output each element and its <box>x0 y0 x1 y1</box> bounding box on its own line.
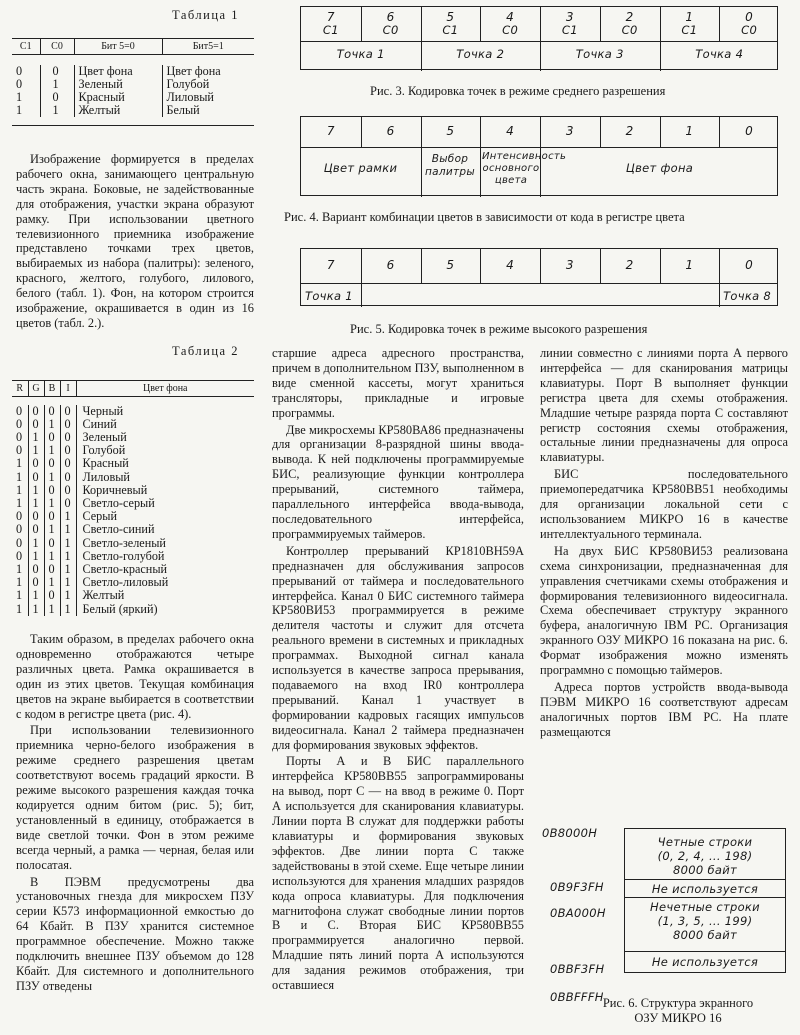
fig6-address: 0BBFFFH <box>550 990 604 1004</box>
table1-header: Бит5=1 <box>162 39 254 55</box>
table-row: 1 0 1 1 Светло-лиловый <box>12 576 254 589</box>
bit-label: C1 <box>322 23 339 37</box>
table2-title: Таблица 2 <box>172 344 239 358</box>
bit-label: C1 <box>442 23 459 37</box>
paragraph: Контроллер прерываний КР1810ВН59А предназначен для обслуживания запросов прерываний от таймера и последовательного интерфейса. Канал 0 БИС системного таймера КР580ВИ53 программируется в режиме делителя частоты и служит для отсчета реального времени в системных и прикладных программах. Выходной сигнал канала используется в качестве запроса прерывания, подаваемого на вход IR0 контроллера прерываний. Канал 1 участвует в формировании кадровых гасящих импульсов видеосигнала. Канал 2 таймера предназначен для формирования звуковых эффектов. <box>272 543 524 752</box>
fig5-first-point: Точка 1 <box>305 289 353 303</box>
bit-number: 6 <box>386 124 395 138</box>
fig6-memory-map <box>624 828 786 952</box>
bit-label: C1 <box>561 23 578 37</box>
right-column <box>540 346 788 742</box>
left-paragraphs-bottom <box>16 632 254 996</box>
table1-header: Бит 5=0 <box>74 39 162 55</box>
bit-number: 6 <box>386 10 395 24</box>
fig6-caption: Рис. 6. Структура экранного ОЗУ МИКРО 16 <box>602 996 754 1025</box>
table-row: 0 1 1 1 Светло-голубой <box>12 550 254 563</box>
fig6-unused: Не используется <box>651 955 759 969</box>
bit-number: 5 <box>446 124 455 138</box>
table-row: 1 1 1 1 Белый (яркий) <box>12 603 254 616</box>
fig6-odd-title: Нечетные строки <box>650 900 760 914</box>
paragraph: линии совместно с линиями порта А первого интерфейса — для сканирования матрицы клавиатуры. Порт В выполняет функции регистра цвета для схемы отображения. Младшие четыре разряда порта С составляют регистр состояния схемы отображения, остальные линии предназначены для опроса клавиатуры. <box>540 346 788 465</box>
bit-number: 0 <box>745 258 754 272</box>
bit-number: 7 <box>326 258 335 272</box>
table-row: 1 1 Желтый Белый <box>12 104 254 117</box>
bit-number: 3 <box>565 10 574 24</box>
table-row: 1 0 0 1 Светло-красный <box>12 563 254 576</box>
bit-number: 3 <box>565 258 574 272</box>
bit-number: 4 <box>506 10 515 24</box>
fig6-even-size: 8000 байт <box>673 863 737 877</box>
point-label: Точка 1 <box>336 47 385 61</box>
bit-number: 1 <box>685 258 694 272</box>
table-row: 0 0 1 0 Синий <box>12 418 254 431</box>
fig6-odd-range: (1, 3, 5, ... 199) <box>657 914 753 928</box>
fig6-address: 0BBF3FH <box>550 962 605 976</box>
point-label: Точка 3 <box>575 47 624 61</box>
table1-header: C1 <box>12 39 40 55</box>
fig4-bg-color: Цвет фона <box>625 161 694 175</box>
paragraph: Две микросхемы КР580ВА86 предназначены для организации 8-разрядной шины ввода-вывода. К ней подключены программируемые БИС, реализующие функции контроллера прерываний, системного таймера, параллельного интерфейса ввода-вывода, последовательного интерфейса, программируемых таймеров. <box>272 422 524 541</box>
table-row: 1 0 0 0 Красный <box>12 457 254 470</box>
bit-number: 1 <box>685 124 694 138</box>
paragraph: Таким образом, в пределах рабочего окна одновременно отображаются четыре различных цвета. Рамка окрашивается в один из этих цветов. Текущая комбинация цветов на экране выбирается в соответствии с кодом в регистре цвета (рис. 4). <box>16 632 254 721</box>
fig5-last-point: Точка 8 <box>723 289 771 303</box>
table-row: 0 0 0 0 Черный <box>12 405 254 418</box>
table-row: 0 0 1 1 Светло-синий <box>12 523 254 536</box>
table1-title: Таблица 1 <box>172 8 239 22</box>
bit-number: 2 <box>625 258 634 272</box>
bit-number: 4 <box>506 124 515 138</box>
fig6-even-title: Четные строки <box>657 835 753 849</box>
bit-number: 4 <box>506 258 515 272</box>
table-row: 1 0 Красный Лиловый <box>12 91 254 104</box>
table2: R G B I Цвет фона 0 0 0 0 Черный 0 0 1 0 Синий 0 1 0 0 Зеленый 0 1 1 0 Голубой 1 0 0 0 Красный 1 0 1 0 Лиловый 1 1 0 0 Коричневый 1 1 1 0 Светло-серый 0 0 0 1 Серый 0 0 1 1 Светло-синий 0 1 0 1 Светло-зеленый 0 1 1 1 Светло-голубой 1 0 0 1 Светло-красный 1 0 1 1 Светло-лиловый 1 1 0 1 Желтый 1 1 1 1 Белый (яркий) <box>12 380 254 616</box>
bit-number: 6 <box>386 258 395 272</box>
point-label: Точка 2 <box>456 47 505 61</box>
fig3-diagram <box>300 6 778 70</box>
bit-number: 7 <box>326 10 335 24</box>
fig3-caption: Рис. 3. Кодировка точек в режиме среднего разрешения <box>370 84 666 98</box>
table-row: 1 0 1 0 Лиловый <box>12 471 254 484</box>
fig6-address: 0BA000H <box>550 906 606 920</box>
paragraph: В ПЭВМ предусмотрены два установочных гнезда для микросхем ПЗУ серии К573 информационной емкостью до 64 Кбайт. В ПЗУ хранится системное программное обеспечение. Можно также подключить внешнее ПЗУ объемом до 128 Кбайт. Для системного и дополнительного ПЗУ отведены <box>16 874 254 993</box>
bit-number: 2 <box>625 124 634 138</box>
paragraph: старшие адреса адресного пространства, причем в дополнительном ПЗУ, выполненном в виде сменной кассеты, могут храниться трансляторы, прикладные и игровые программы. <box>272 346 524 420</box>
bit-number: 5 <box>446 10 455 24</box>
table1-header: C0 <box>40 39 74 55</box>
bit-number: 7 <box>326 124 335 138</box>
table-row: 0 1 0 1 Светло-зеленый <box>12 537 254 550</box>
fig4-diagram <box>300 116 778 196</box>
fig4-palette: Выбор палитры <box>424 153 475 178</box>
paragraph: При использовании телевизионного приемника черно-белого изображения в режиме среднего разрешения цветам соответствуют восемь градаций яркости. В режиме высокого разрешения каждая точка кодируется одним битом (рис. 5); бит, установленный в единицу, отображается в виде светлой точки. Фон в этом режиме всегда черный, а рамка — черная, белая или полосатая. <box>16 723 254 872</box>
bit-label: C1 <box>681 23 698 37</box>
fig5-caption: Рис. 5. Кодировка точек в режиме высокого разрешения <box>350 322 648 336</box>
table-row: 1 1 0 0 Коричневый <box>12 484 254 497</box>
table-row: 1 1 1 0 Светло-серый <box>12 497 254 510</box>
bit-number: 0 <box>745 124 754 138</box>
point-label: Точка 4 <box>695 47 744 61</box>
paragraph: На двух БИС КР580ВИ53 реализована схема синхронизации, предназначенная для управления счетчиками схемы отображения и формирования телевизионного видеосигнала. Схема обеспечивает структуру экранного буфера, аналогичную IBM PC. Организация экранного ОЗУ МИКРО 16 показана на рис. 6. Формат изображения можно изменять программно с помощью таймеров. <box>540 543 788 678</box>
fig6-address: 0B9F3FH <box>550 880 604 894</box>
fig6-unused-block <box>624 951 786 973</box>
fig4-intensity: Интенсивность основного цвета <box>482 151 567 186</box>
table-row: 0 0 0 1 Серый <box>12 510 254 523</box>
fig4-caption: Рис. 4. Вариант комбинации цветов в зависимости от кода в регистре цвета <box>284 210 685 224</box>
bit-number: 0 <box>745 10 754 24</box>
table1 <box>12 38 254 126</box>
paragraph: Адреса портов устройств ввода-вывода ПЭВМ МИКРО 16 соответствуют адресам аналогичных портов IBM PC. На плате размещаются <box>540 679 788 739</box>
fig6-unused: Не используется <box>651 882 759 896</box>
left-paragraph-1: Изображение формируется в пределах рабочего окна, занимающего центральную часть экрана. Боковые, не задействованные для отображения, участки экрана образуют рамку. При использовании цветного телевизионного приемника изображение представлено точками трех цветов, выбираемых из набора (палитры): зеленого, красного, желтого, голубого, лилового, белого (табл. 1). Фон, на котором строится изображение, окрашивается в один из 16 цветов (табл. 2.). <box>16 152 254 330</box>
table-row: 1 1 0 1 Желтый <box>12 589 254 602</box>
fig6-odd-size: 8000 байт <box>673 928 737 942</box>
bit-number: 1 <box>685 10 694 24</box>
bit-number: 2 <box>625 10 634 24</box>
table-row: 0 0 Цвет фона Цвет фона <box>12 65 254 78</box>
middle-column <box>272 346 524 995</box>
fig4-border-color: Цвет рамки <box>323 161 398 175</box>
paragraph: Порты А и В БИС параллельного интерфейса КР580ВВ55 запрограммированы на вывод, порт С — на ввод в режиме 0. Порт А используется для сканирования клавиатуры. Линии порта В служат для поддержки работы клавиатуры и формирования звуковых эффектов. Две линии порта С также задействованы в этой схеме. Еще четыре линии используются для хранения младших разрядов кода опроса клавиатуры. Для подключения магнитофона служат свободные линии портов В и С. Вторая БИС КР580ВВ55 программируется аналогично первой. Младшие пять линий порта А используются для задания режимов отображения, три оставшиеся <box>272 754 524 993</box>
table-row: 0 1 1 0 Голубой <box>12 444 254 457</box>
bit-label: C0 <box>741 23 758 37</box>
bit-label: C0 <box>382 23 399 37</box>
bit-label: C0 <box>502 23 519 37</box>
bit-number: 3 <box>565 124 574 138</box>
fig5-diagram <box>300 248 778 306</box>
fig6-even-range: (0, 2, 4, ... 198) <box>657 849 753 863</box>
bit-label: C0 <box>621 23 638 37</box>
table-row: 0 1 Зеленый Голубой <box>12 78 254 91</box>
bit-number: 5 <box>446 258 455 272</box>
table-row: 0 1 0 0 Зеленый <box>12 431 254 444</box>
fig6-address: 0B8000H <box>542 826 598 840</box>
paragraph: БИС последовательного приемопередатчика КР580ВВ51 необходимы для организации локальной сети с использованием МИКРО 16 в качестве интеллектуального терминала. <box>540 467 788 541</box>
